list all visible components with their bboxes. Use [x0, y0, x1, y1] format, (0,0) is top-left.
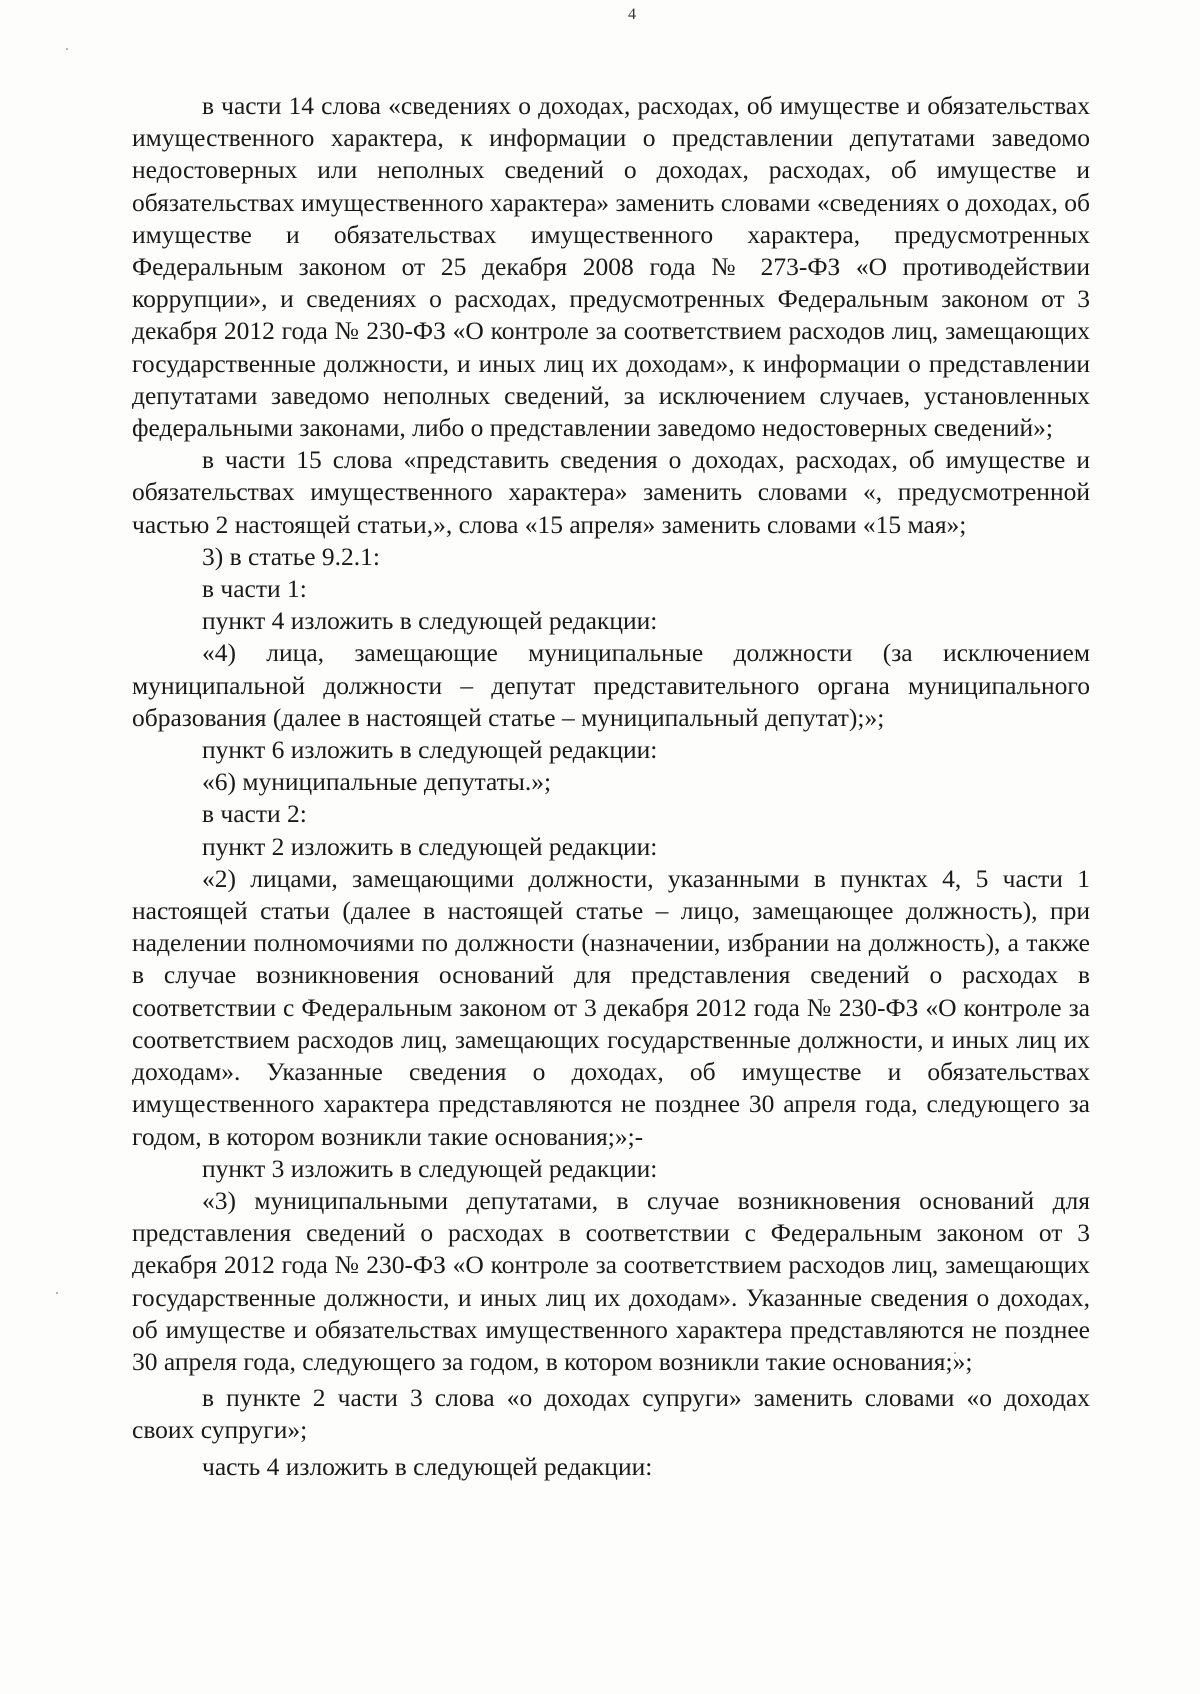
paragraph-item-3-heading: пункт 3 изложить в следующей редакции:: [202, 1153, 658, 1183]
paragraph-item-2-heading: пункт 2 изложить в следующей редакции:: [202, 831, 658, 861]
paragraph-item-3-text: «3) муниципальными депутатами, в случае возникновения оснований для представления сведений о расходах в соответствии с Федеральным законом от 3 декабря 2012 года № 230-ФЗ «О контроле за соответствием расходов лиц, замещающих государственные должности, и иных лиц их доходам». Указанные сведения о доходах, об имуществе и обязательствах имущественного характера представляются не позднее 30 апреля года, следующего за годом, в котором возникли такие основания;»;: [132, 1185, 1090, 1376]
paragraph-item-6-heading: пункт 6 изложить в следующей редакции:: [202, 735, 658, 765]
paragraph-part-4-heading: часть 4 изложить в следующей редакции:: [202, 1451, 653, 1481]
paragraph-article-9-2-1: 3) в статье 9.2.1:: [202, 541, 381, 571]
paragraph-item-6-text: «6) муниципальные депутаты.»;: [202, 767, 552, 797]
paragraph-item-2-text: «2) лицами, замещающими должности, указанными в пунктах 4, 5 части 1 настоящей статьи (далее в настоящей статье – лицо, замещающее должность), при наделении полномочиями по должности (назначении, избрании на должность), а также в случае возникновения оснований для представления сведений о расходах в соответствии с Федеральным законом от 3 декабря 2012 года № 230-ФЗ «О контроле за соответствием расходов лиц, замещающих государственные должности, и иных лиц их доходам». Указанные сведения о доходах, об имуществе и обязательствах имущественного характера представляются не позднее 30 апреля года, следующего за годом, в котором возникли такие основания;»;-: [132, 863, 1090, 1151]
paragraph-item-4-text: «4) лица, замещающие муниципальные должности (за исключением муниципальной должности – депутат представительного органа муниципального образования (далее в настоящей статье – муниципальный депутат);»;: [132, 638, 1090, 732]
paragraph-in-part-1: в части 1:: [202, 574, 307, 604]
scan-speck: [56, 1292, 58, 1294]
document-body: [132, 90, 1090, 1483]
paragraph-part-3-item-2: в пункте 2 части 3 слова «о доходах супруги» заменить словами «о доходах своих супруги»;: [132, 1383, 1090, 1445]
paragraph-part-15: в части 15 слова «представить сведения о доходах, расходах, об имуществе и обязательствах имущественного характера» заменить словами «, предусмотренной частью 2 настоящей статьи,», слова «15 апреля» заменить словами «15 мая»;: [132, 445, 1090, 539]
page-marker: 4: [628, 6, 636, 23]
scan-speck: [66, 48, 68, 50]
paragraph-item-4-heading: пункт 4 изложить в следующей редакции:: [202, 606, 658, 636]
paragraph-part-14: в части 14 слова «сведениях о доходах, расходах, об имуществе и обязательствах имущественного характера, к информации о представлении депутатами заведомо недостоверных или неполных сведений о доходах, расходах, об имуществе и обязательствах имущественного характера» заменить словами «сведениях о доходах, об имуществе и обязательствах имущественного характера, предусмотренных Федеральным законом от 25 декабря 2008 года № 273-ФЗ «О противодействии коррупции», и сведениях о расходах, предусмотренных Федеральным законом от 3 декабря 2012 года № 230-ФЗ «О контроле за соответствием расходов лиц, замещающих государственные должности, и иных лиц их доходам», к информации о представлении депутатами заведомо неполных сведений, за исключением случаев, установленных федеральными законами, либо о представлении заведомо недостоверных сведений»;: [132, 91, 1090, 443]
paragraph-in-part-2: в части 2:: [202, 799, 307, 829]
